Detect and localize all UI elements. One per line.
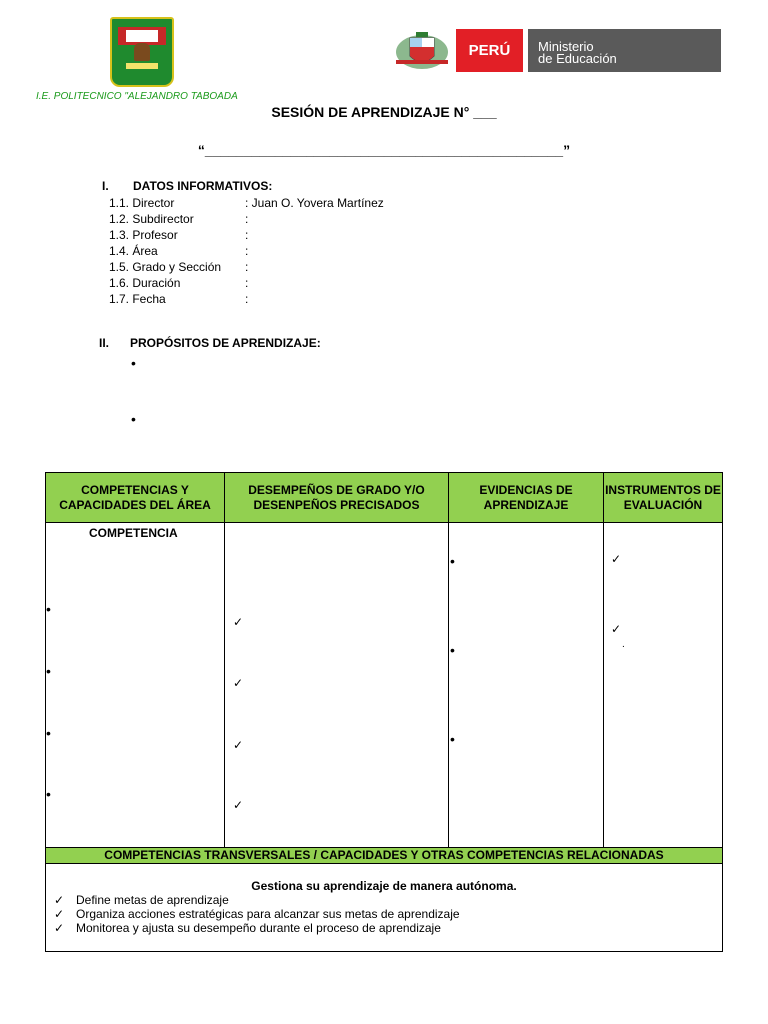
header-competencias: COMPETENCIAS Y CAPACIDADES DEL ÁREA <box>46 473 225 522</box>
header-divider <box>46 522 722 523</box>
school-caption: I.E. POLITECNICO "ALEJANDRO TABOADA <box>36 91 238 102</box>
transversal-title: Gestiona su aprendizaje de manera autónoma. <box>251 879 517 893</box>
info-row-grado <box>109 260 248 274</box>
learning-table <box>45 472 723 952</box>
section-1-number: I. <box>102 179 109 193</box>
section-2-heading <box>99 336 321 350</box>
check-icon: ✓ <box>233 615 244 629</box>
bullet-icon: • <box>450 642 455 658</box>
info-key: 1.4. Área <box>109 244 158 258</box>
column-divider <box>603 522 604 847</box>
crest-figure <box>134 43 150 61</box>
check-icon: ✓ <box>611 622 622 636</box>
info-row-director <box>109 196 384 210</box>
crest-band-inner <box>126 30 158 42</box>
info-value: : <box>245 276 249 290</box>
info-key: 1.7. Fecha <box>109 292 166 306</box>
header-desempenos: DESEMPEÑOS DE GRADO Y/O DESENPEÑOS PRECISADOS <box>225 473 449 522</box>
transversal-item-text: Define metas de aprendizaje <box>76 893 229 907</box>
transversal-item <box>54 907 460 921</box>
check-icon: ✓ <box>233 798 244 812</box>
transversal-item-text: Monitorea y ajusta su desempeño durante el proceso de aprendizaje <box>76 921 441 935</box>
dot-mark: . <box>622 639 625 650</box>
competencia-label: COMPETENCIA <box>89 526 178 540</box>
check-icon: ✓ <box>233 738 244 752</box>
column-divider <box>224 522 225 847</box>
info-row-subdirector <box>109 212 248 226</box>
header-instrumentos: INSTRUMENTOS DE EVALUACIÓN <box>604 473 722 522</box>
transversal-item <box>54 893 229 907</box>
info-key: 1.5. Grado y Sección <box>109 260 222 274</box>
check-icon: ✓ <box>54 893 65 907</box>
info-key: 1.2. Subdirector <box>109 212 194 226</box>
check-icon: ✓ <box>233 676 244 690</box>
info-value: : Juan O. Yovera Martínez <box>245 196 384 210</box>
section-1-heading <box>102 179 272 193</box>
bullet-icon: • <box>46 786 51 802</box>
info-value: : <box>245 212 249 226</box>
check-icon: ✓ <box>611 552 622 566</box>
info-key: 1.3. Profesor <box>109 228 178 242</box>
info-row-profesor <box>109 228 248 242</box>
transversal-bar: COMPETENCIAS TRANSVERSALES / CAPACIDADES Y OTRAS COMPETENCIAS RELACIONADAS <box>46 847 722 864</box>
check-icon: ✓ <box>54 921 65 935</box>
info-value: : <box>245 260 249 274</box>
purpose-bullet-2: • <box>131 411 136 427</box>
purpose-bullet-1: • <box>131 355 136 371</box>
ministry-logo <box>528 29 721 72</box>
info-row-fecha <box>109 292 248 306</box>
info-value: : <box>245 244 249 258</box>
page-title: SESIÓN DE APRENDIZAJE N° ___ <box>271 104 497 120</box>
bullet-icon: • <box>450 553 455 569</box>
column-divider <box>448 522 449 847</box>
info-key: 1.6. Duración <box>109 276 181 290</box>
ministry-line-1: Ministerio <box>538 39 594 54</box>
section-1-title: DATOS INFORMATIVOS: <box>133 179 273 193</box>
header-evidencias: EVIDENCIAS DE APRENDIZAJE <box>449 473 604 522</box>
bullet-icon: • <box>450 731 455 747</box>
school-crest-logo <box>110 17 174 87</box>
peru-label: PERÚ <box>456 29 523 72</box>
section-2-number: II. <box>99 336 110 350</box>
peru-coat-of-arms-icon <box>392 30 452 72</box>
bullet-icon: • <box>46 601 51 617</box>
bullet-icon: • <box>46 663 51 679</box>
transversal-item <box>54 921 441 935</box>
crest-base <box>126 63 158 69</box>
info-row-area <box>109 244 248 258</box>
info-key: 1.1. Director <box>109 196 175 210</box>
bullet-icon: • <box>46 725 51 741</box>
section-2-title: PROPÓSITOS DE APRENDIZAJE: <box>130 336 321 350</box>
info-value: : <box>245 228 249 242</box>
info-row-duracion <box>109 276 248 290</box>
check-icon: ✓ <box>54 907 65 921</box>
transversal-item-text: Organiza acciones estratégicas para alcanzar sus metas de aprendizaje <box>76 907 460 921</box>
session-title-blank: “______________________________________________” <box>197 142 571 158</box>
ministry-line-2: de Educación <box>538 51 617 66</box>
info-value: : <box>245 292 249 306</box>
